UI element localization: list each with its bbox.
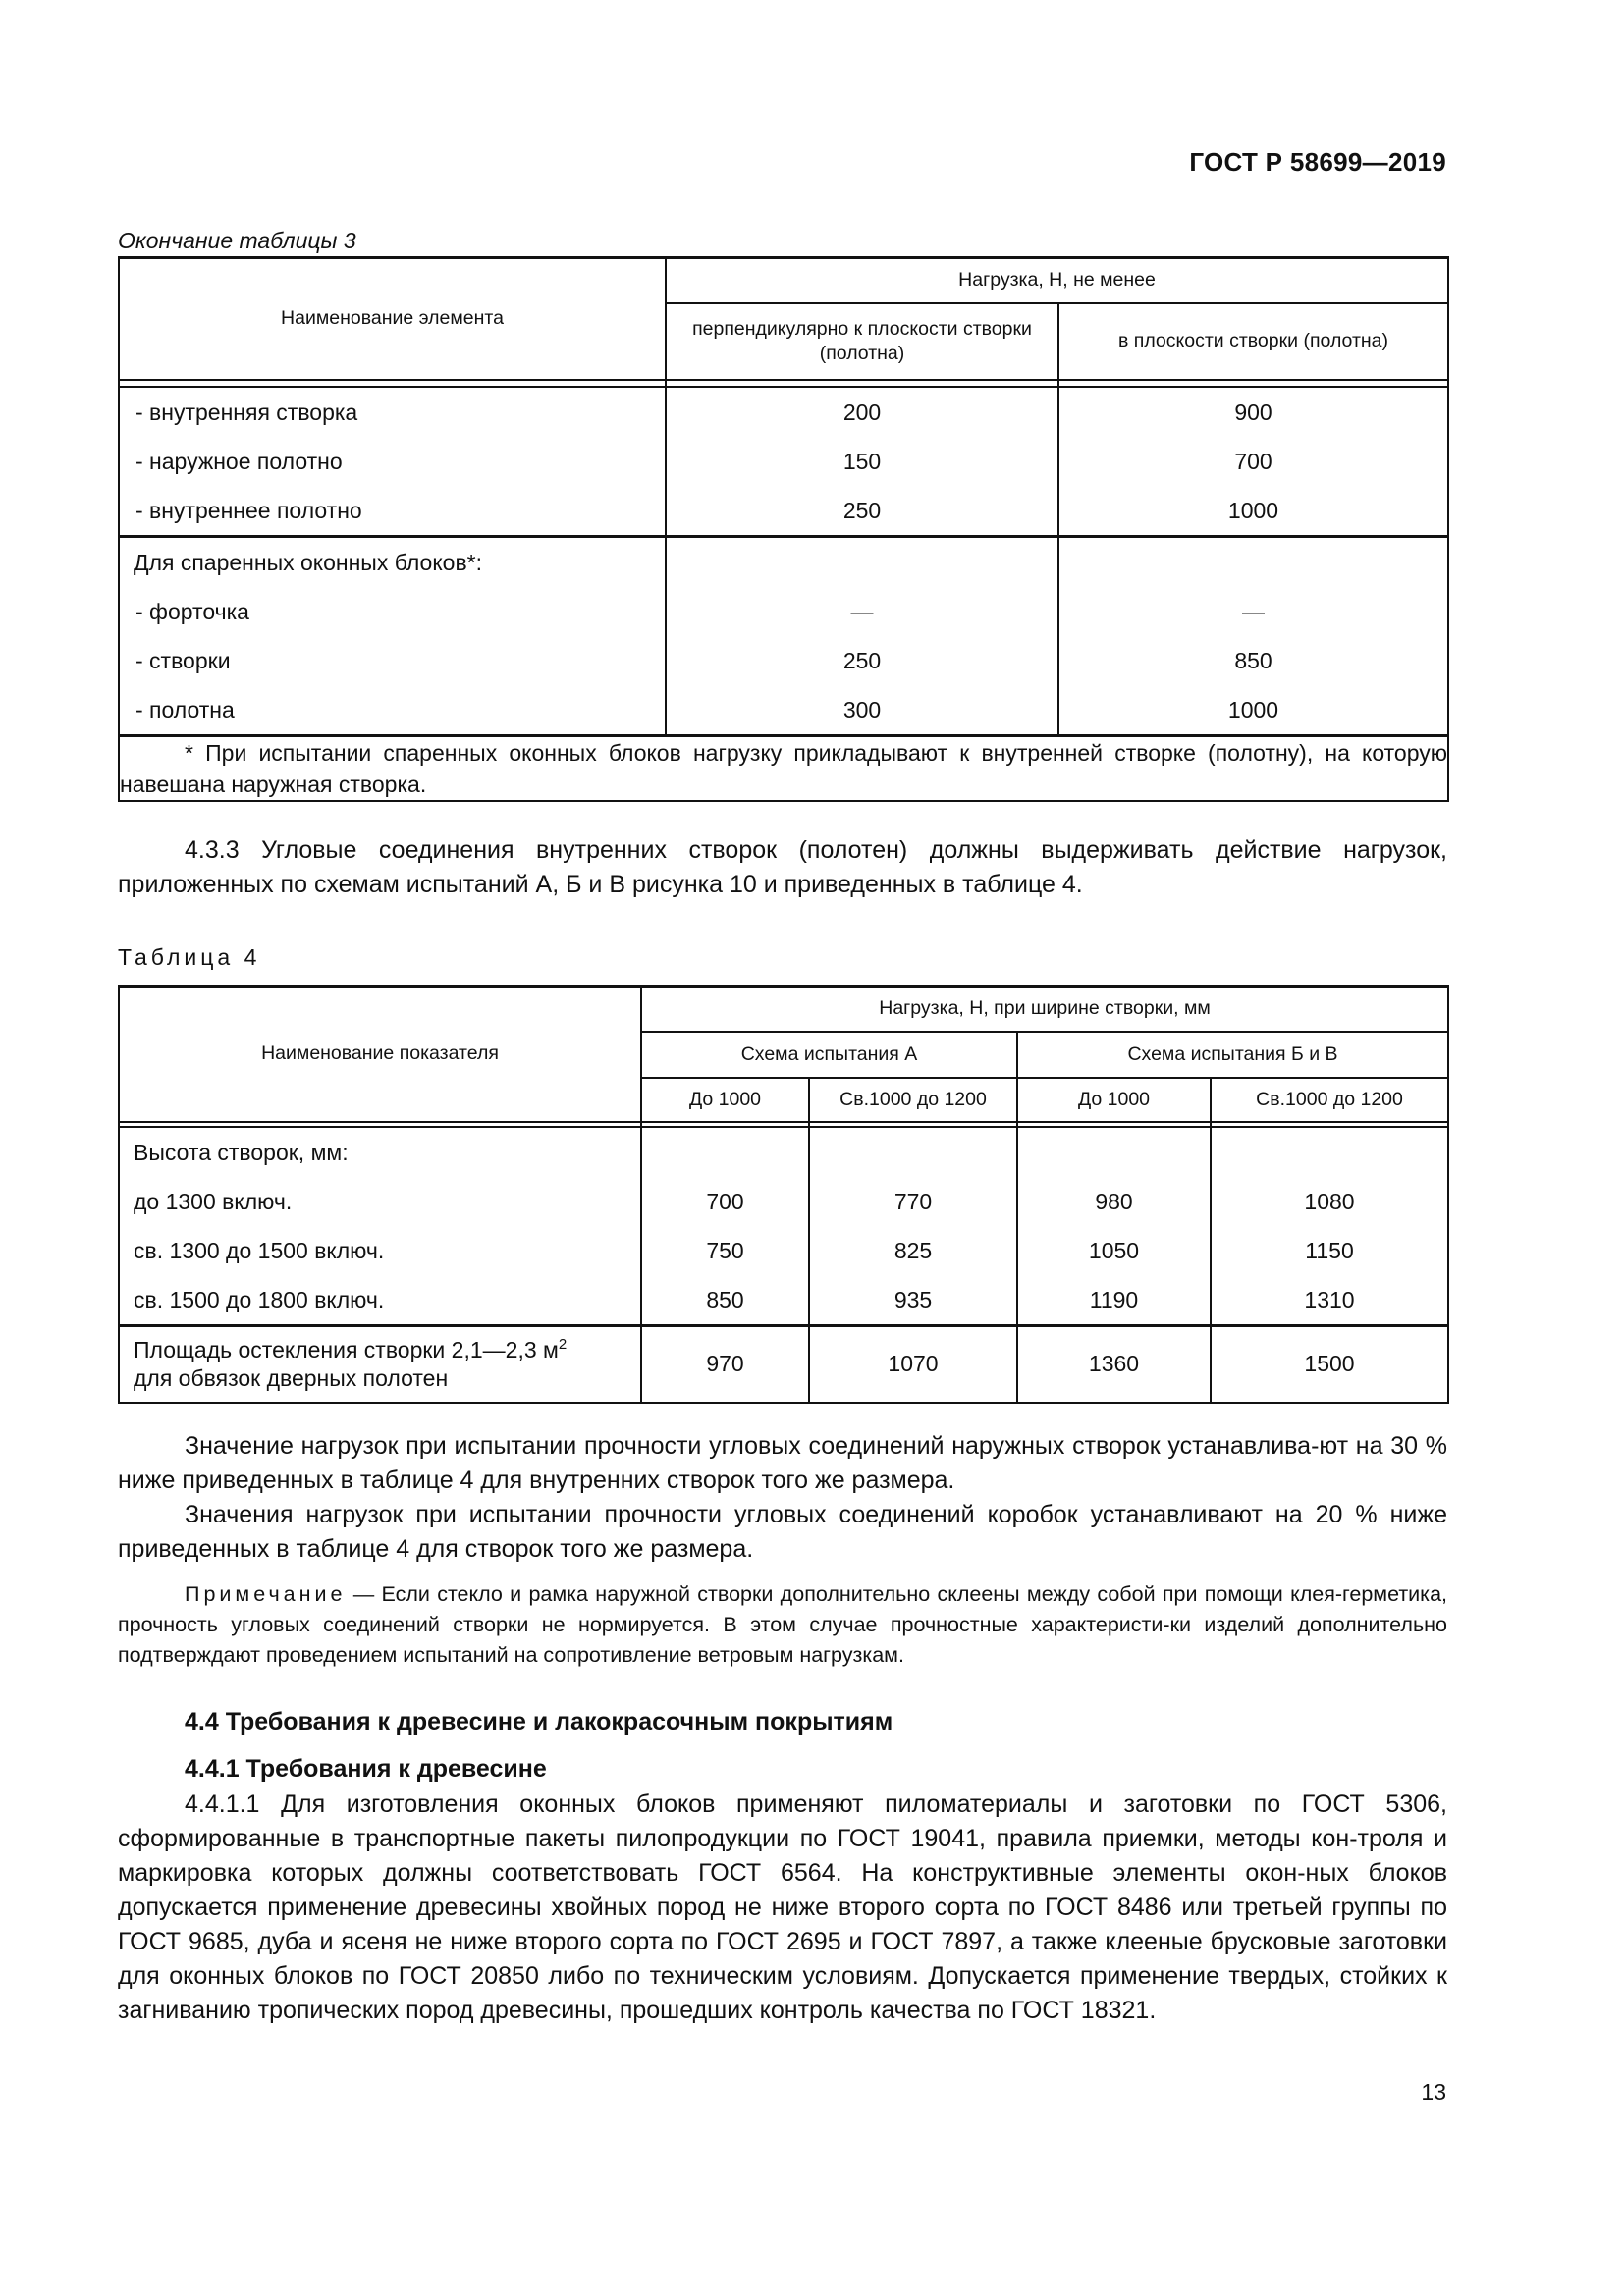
table-cell: 1360 <box>1017 1325 1211 1403</box>
t3-group1-names <box>119 387 666 537</box>
t4-col-a-1200 <box>809 1127 1017 1326</box>
note-text: — Если стекло и рамка наружной створки дополнительно склеены между собой при помощи клея-герметика, прочность угловых соединений створки не нормируется. В этом случае прочностные характеристи-ки изделий дополнительно подтверждают проведением испытаний на сопротивление ветровым нагрузкам. <box>118 1582 1447 1667</box>
table-cell: 970 <box>641 1325 809 1403</box>
t4-header-width: Св.1000 до 1200 <box>1211 1078 1448 1122</box>
t3-group1-perp <box>666 387 1058 537</box>
t3-header-in-plane: в плоскости створки (полотна) <box>1058 303 1448 380</box>
table-cell: 850 <box>1234 647 1272 673</box>
table-cell: 250 <box>842 497 882 523</box>
table-cell: 1310 <box>1304 1286 1355 1312</box>
t3-group1-plane <box>1058 387 1448 537</box>
table-cell: 250 <box>842 647 882 673</box>
paragraph-text: 4.4.1.1 Для изготовления оконных блоков применяют пиломатериалы и заготовки по ГОСТ 5306, сформированные в транспортные пакеты пилопродукции по ГОСТ 19041, правила приемки, методы кон-троля и маркировка которых должны соответствовать ГОСТ 6564. На конструктивные элементы окон-ных блоков допускается применение древесины хвойных пород не ниже второго сорта по ГОСТ 8486 или третьей группы по ГОСТ 9685, дуба и ясеня не ниже второго сорта по ГОСТ 2695 и ГОСТ 7897, а также клееные брусковые заготовки для оконных блоков по ГОСТ 20850 либо по техническим условиям. Допускается применение твердых, стойких к загниванию тропических пород древесины, прошедших контроль качества по ГОСТ 18321. <box>118 1790 1447 2024</box>
t3-group2-plane <box>1058 536 1448 735</box>
note-label: Примечание <box>185 1582 347 1606</box>
t4-col-bv-1000 <box>1017 1127 1211 1326</box>
t3-header-element-name: Наименование элемента <box>119 258 666 380</box>
table-cell: — <box>850 598 874 624</box>
paragraph-text: Значение нагрузок при испытании прочности угловых соединений наружных створок устанавлива-ют на 30 % ниже приведенных в таблице 4 для внутренних створок того же размера. <box>118 1432 1447 1494</box>
table-row-label: - полотна <box>135 696 235 722</box>
t4-header-width: Св.1000 до 1200 <box>809 1078 1017 1122</box>
t3-footnote <box>119 735 1448 801</box>
table-cell: 1190 <box>1089 1286 1139 1312</box>
t3-footnote-text: * При испытании спаренных оконных блоков нагрузку прикладывают к внутренней створке (полотну), на которую навешана наружная створка. <box>120 739 1447 797</box>
table-row-label: св. 1300 до 1500 включ. <box>134 1237 385 1263</box>
t4-glazing-area-label <box>119 1325 641 1403</box>
label-line-2: для обвязок дверных полотен <box>134 1364 449 1391</box>
table-cell: 1080 <box>1304 1188 1355 1214</box>
table-cell: 980 <box>1095 1188 1133 1214</box>
table-3 <box>118 256 1449 802</box>
note <box>118 1579 1447 1671</box>
table-cell: 850 <box>706 1286 744 1312</box>
table-row-label: до 1300 включ. <box>134 1188 293 1214</box>
paragraph-outer-sashes <box>118 1429 1447 1498</box>
table-cell: 1050 <box>1088 1237 1140 1263</box>
t3-group2-perp <box>666 536 1058 735</box>
table-cell: 1000 <box>1227 696 1279 722</box>
t4-header-width: До 1000 <box>1017 1078 1211 1122</box>
t4-col-a-1000 <box>641 1127 809 1326</box>
table-cell: 935 <box>893 1286 933 1312</box>
table-cell: 1070 <box>809 1325 1017 1403</box>
paragraph-text: 4.3.3 Угловые соединения внутренних створок (полотен) должны выдерживать действие нагрузок, приложенных по схемам испытаний А, Б и В рисунка 10 и приведенных в таблице 4. <box>118 836 1447 898</box>
table-cell: 1000 <box>1227 497 1279 523</box>
section-heading-4-4-1: 4.4.1 Требования к древесине <box>185 1755 547 1783</box>
table-4 <box>118 985 1449 1404</box>
table-row-label: - внутренняя створка <box>135 399 358 425</box>
table4-title: Таблица 4 <box>118 944 261 970</box>
paragraph-boxes <box>118 1498 1447 1567</box>
t3-group2-names <box>119 536 666 735</box>
t4-header-width: До 1000 <box>641 1078 809 1122</box>
table-row-label: - внутреннее полотно <box>135 497 362 523</box>
superscript: 2 <box>558 1335 568 1353</box>
paragraph-text: Значения нагрузок при испытании прочности угловых соединений коробок устанавливают на 20 % ниже приведенных в таблице 4 для створок того же размера. <box>118 1501 1447 1563</box>
table-cell: 770 <box>893 1188 933 1214</box>
table-cell: 200 <box>842 399 882 425</box>
document-code-header: ГОСТ Р 58699—2019 <box>1189 147 1446 177</box>
t4-header-load: Нагрузка, Н, при ширине створки, мм <box>641 987 1448 1032</box>
table-cell: 700 <box>706 1188 744 1214</box>
t4-height-names <box>119 1127 641 1326</box>
paragraph-4-3-3 <box>118 833 1447 902</box>
table-cell: 1500 <box>1211 1325 1448 1403</box>
paragraph-4-4-1-1 <box>118 1788 1447 2028</box>
table-row-label: - наружное полотно <box>135 448 343 474</box>
table-cell: 750 <box>706 1237 744 1263</box>
table-cell: 150 <box>842 448 882 474</box>
table-cell: 300 <box>842 696 882 722</box>
table-row-label: св. 1500 до 1800 включ. <box>134 1286 385 1312</box>
table-group-title: Для спаренных оконных блоков*: <box>134 549 483 575</box>
t3-header-load: Нагрузка, Н, не менее <box>666 258 1448 303</box>
table3-continuation-caption: Окончание таблицы 3 <box>118 228 356 253</box>
table-cell: — <box>1242 598 1265 624</box>
label-line-1: Площадь остекления створки 2,1—2,3 м <box>134 1336 559 1362</box>
t3-header-perpendicular: перпендикулярно к плоскости створки (полотна) <box>666 303 1058 380</box>
table-cell: 900 <box>1234 399 1272 425</box>
table-row-label: - створки <box>135 647 231 673</box>
page-number: 13 <box>1421 2079 1446 2105</box>
table-group-title: Высота створок, мм: <box>134 1139 349 1165</box>
table-cell: 1150 <box>1305 1237 1354 1263</box>
t4-header-indicator-name: Наименование показателя <box>119 987 641 1122</box>
table-row-label: - форточка <box>135 598 249 624</box>
section-heading-4-4: 4.4 Требования к древесине и лакокрасочным покрытиям <box>185 1708 893 1735</box>
table-cell: 700 <box>1234 448 1272 474</box>
t4-header-scheme-bv: Схема испытания Б и В <box>1017 1032 1448 1078</box>
table-cell: 825 <box>893 1237 933 1263</box>
t4-col-bv-1200 <box>1211 1127 1448 1326</box>
t4-header-scheme-a: Схема испытания А <box>641 1032 1017 1078</box>
